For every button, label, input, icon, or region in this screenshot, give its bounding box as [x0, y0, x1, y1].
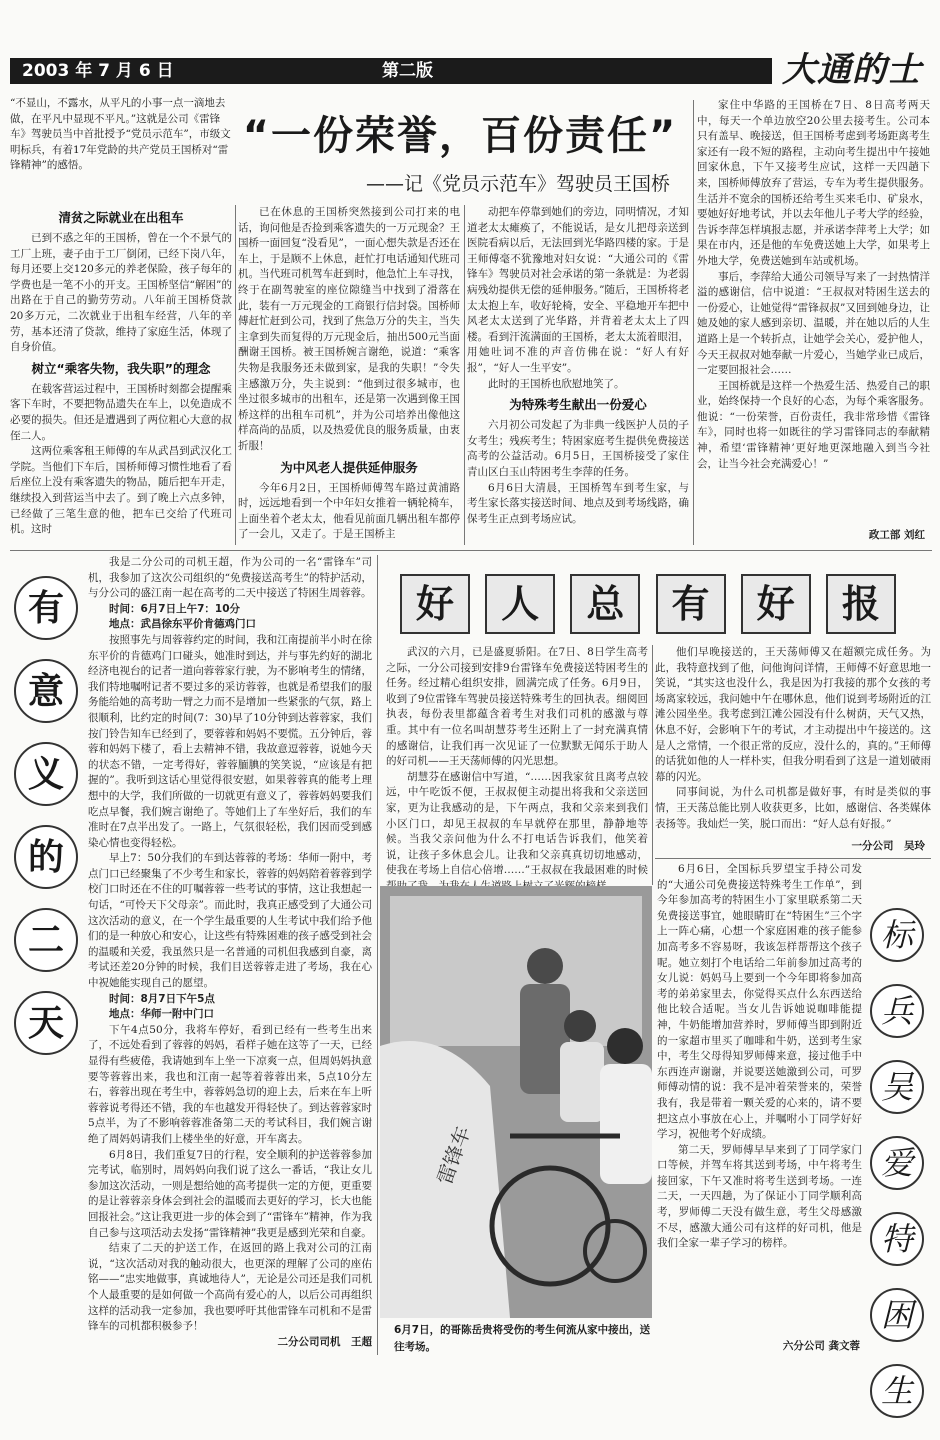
header-bar [10, 58, 772, 84]
page-number: 第二版 [382, 61, 433, 81]
time-place-line: 地点：华师一附中门口 [109, 1008, 214, 1021]
title-character: 好 [400, 574, 470, 634]
section-heading: 为特殊考生献出一份爱心 [509, 397, 647, 413]
paragraph: 家住中华路的王国桥在7日、8日高考两天中，每天一个单边放空20公里去接考生。公司本只有盖早、晚接送，但王国桥考虑到考场距离考生家还有一段不短的路程，主动向考生提出中午接她回家休息，下午又接考生应试，这样一天四趟下来，国桥师傅放弃了营运，专车为考生提供服务。生活并不宽余的国桥还给考生买来毛巾、矿泉水，要她好好地考试，并以去年他儿子考大学的经验，告诉李萍怎样填报志愿，并承诺李萍考上大学；如果在市内，还是他的车免费送她上大学，如果考上外地大学，免费送她到车站或机场。 [697, 99, 930, 267]
title-character: 人 [485, 574, 555, 634]
paragraph: 第二天，罗师傅早早来到了丁同学家门口等候，并驾车将其送到考场，中午将考生接回家，下午又准时将考生送到考场。一连二天，一天四趟，为了保证小丁同学顺利高考，罗师傅二天没有做生意，考生父母感激不尽，感激大通公司有这样的好司机，他是我们全家一辈子学习的榜样。 [657, 1143, 862, 1250]
title-character: 好 [741, 574, 811, 634]
title-character: 有 [14, 576, 78, 640]
paragraph: 下午4点50分，我将车停好，看到已经有一些考生出来了，不远处看到了蓉蓉的妈妈，看样子她在这等了一天，已经显得有些疲倦，我请她到车上坐一下凉爽一点，但周妈妈执意要等蓉蓉出来，我也和江南一起等着蓉蓉出来，5点10分左右，蓉蓉出现在考生中，蓉蓉妈急切的迎上去，后来在车上听蓉蓉说考得还不错，我的车也越发开得轻快了。到达蓉蓉家时5点半，为了不影响蓉蓉准备第二天的考试科目，我们婉言谢绝了周妈妈请我们上楼坐坐的好意，开车离去。 [88, 1023, 372, 1145]
title-character: 困 [870, 1288, 924, 1342]
title-character: 的 [14, 825, 78, 889]
paragraph: 事后，李萍给大通公司领导写来了一封热情洋溢的感谢信，信中说道：“王叔叔对特困生送去的一份爱心，让她觉得“雷锋叔叔”又回到她身边，让她及她的家人感到亲切、温暖，并在她以后的人生道路上是一个转折点，让她学会关心，爱护他人，今天王叔叔对她奉献一片爱心，当她学业已成后，一定要回报社会…… [697, 270, 930, 377]
paragraph: 胡慧芬在感谢信中写道，“……因我家贫且离考点较远，中午吃饭不便，王叔叔便主动提出将我和父亲送回家，更为让我感动的是，下午两点，我和父亲来到我们小区门口，却见王叔叔的车早就停在那里，静静地等候。当我父亲问他为什么不打电话告诉我们，他笑着说，让孩子多休息会儿。让我和父亲真真切切地感动，使我在考场上自信心倍增……”王叔叔在我最困难的时候 [386, 770, 648, 877]
title-character: 天 [14, 991, 78, 1055]
section-heading: 为中风老人提供延伸服务 [280, 459, 418, 475]
paragraph: 王国桥就是这样一个热爱生活、热爱自己的职业，始终保持一个良好的心态，为每个乘客服务。他说：“一份荣誉，百份责任，我非常珍惜《雷锋车》，同时也将一如既往的学习雷锋同志的奉献精神，希望‘雷锋精神’更好地更深地融入到当今社会，让当今社会充满爱心！” [697, 379, 930, 470]
paragraph: 结束了二天的护送工作，在返回的路上我对公司的江南说，“这次活动对我的触动很大，也更深的理解了公司的座佑铭——“忠实地做事，真诚地待人”，无论是公司还是我们司机个人最重要的是如何做一个高尚有爱心的人，以后公司再组织这样的活动我一定参加，我也要呼吁其他雷锋车司机和不是雷锋车的司机都积极参予！ [88, 1242, 372, 1333]
masthead-logo: 大通的士 [782, 50, 922, 90]
section-heading: 清贫之际就业在出租车 [58, 210, 184, 225]
paragraph: 他们早晚接送的，王天荡师傅又在超额完成任务。为此，我特意找到了他，问他询问详情，王师傅不好意思地一笑说，“其实这也没什么，我是因为打我接的那个女孩的考场离家较远，我问她中午在哪休息，他们说到考场附近的江滩公园坐坐。我考虑到江滩公园没有什么树荫，天气又热，休息不好，会影响下午的考试，才主动提出中午接送的。这是人之常情，一个很正常的反应，没什么的，真的。”王师傅的话犹如他的人一样朴实，但我分明看到了这是一道划破雨幕的闪光。 [655, 646, 931, 783]
lead-column-1 [10, 205, 232, 545]
paragraph: 按照事先与周蓉蓉约定的时间，我和江南提前半小时在徐东平价的肯德鸡门口碰头，她准时到达，并与事先约好的湖北经济电视台的记者一道向蓉蓉家行驶，为不影响考生的情绪，我们特地嘱咐记者不要过多的采访蓉蓉，也就是希望我们的服务能给她的高考助一臂之力而不是增加一些紧张的气氛，路上很顺利，比约定的时间(7：30)早了10分钟到达蓉蓉家，我们按门铃告知车已经到了，要蓉蓉和妈妈不要慌。五分钟后，蓉蓉和妈妈下楼了，看上去精神不错，我故意逗蓉蓉，说她今天的状态不错，一定考得好，蓉蓉腼腆的笑笑说，“应该是有把握的”。我听到这话心里觉得很安慰，如果蓉蓉真的能考上理想中的大学，我们所做的一切就更有意义了，蓉蓉妈妈要我们吃点早餐，我们婉言谢绝了。等她们上了车坐好后，我们的车准时在7点半出发了。一路上，气氛很轻松，我们因而受到感染心情也变得轻松。 [88, 633, 372, 849]
title-character: 兵 [870, 984, 924, 1038]
article2-byline: 二分公司司机 王超 [277, 1336, 372, 1348]
article3-column-right [655, 645, 931, 835]
paragraph: 早上7：50分我们的车到达蓉蓉的考场：华师一附中，考点门口已经聚集了不少考生和家长，蓉蓉的妈妈陪着蓉蓉到学校门口时还在不住的叮嘱蓉蓉一些考试的事情，这让我想起一句话，“可怜天下父母亲”。而此时，我真正感受到了大通公司这次活动的意义，在一个学生最重要的人生考试中我们给予他们的是一种放心和安心，让这些有特殊困难的孩子感受到社会的温暖和关爱，我虽然只是一名普通的司机但我感到自豪，离考试还差20分钟的时候，我们目送蓉蓉走进了考场，我在心中祝她能实现自己的愿望。 [88, 852, 372, 990]
title-character: 特 [870, 1212, 924, 1266]
time-place-line: 时间：6月7日上午7：10分 [109, 602, 241, 615]
title-character: 爱 [870, 1136, 924, 1190]
issue-date: 2003 年 7 月 6 日 [22, 61, 174, 81]
paragraph: 已在休息的王国桥突然接到公司打来的电话，询问他是否捡到乘客遗失的一万元现金？王国桥一面回复“没看见”，一面心想失款是否还在车上，于是顾不上休息，赶忙打电话通知代班司机。当代班司机驾车赶到时，他急忙上车寻找，终于在副驾驶室的座位隙缝当中找到了滑落在此，装有一万元现金的工商银行信封袋。国桥师傅赶忙赶到公司，找到了焦急万分的失主，当失主拿到失而复得的万元现金后，抽出500元当面酬谢王国桥。被王国桥婉言谢绝，说道：“乘客失物是我服务还未做到家，是我的失职！”令失主感激万分，失主说到：“他到过很多城市，也坐过很多城市的出租车，还是第一次遇到像王国桥这样的出租车司机”，并为公司培养出像他这样高尚的品质，以及热爱优良的服务质量，由衷折服！ [238, 206, 460, 452]
photo-illustration [380, 886, 652, 1318]
paragraph: 6月6日大清晨，王国桥驾车到考生家，与考生家长落实接送时间、地点及到考场线路，确保考生正点到考场应试。 [467, 481, 689, 525]
title-character: 有 [656, 574, 726, 634]
lead-column-4 [697, 98, 930, 523]
title-character: 二 [14, 908, 78, 972]
lead-subtitle: ——记《党员示范车》驾驶员王国桥 [365, 173, 670, 195]
paragraph: 六月初公司发起了为非典一线医护人员的子女考生；残疾考生；特困家庭考生提供免费接送高考的公益活动。6月5日，王国桥接受了家住青山区白玉山特困考生李萍的任务。 [467, 419, 689, 478]
article4-body [657, 862, 862, 1332]
time-place-line: 时间：8月7日下午5点 [109, 992, 215, 1005]
article4-title [870, 908, 924, 1440]
article4-byline: 六分公司 龚文蓉 [782, 1340, 860, 1352]
article3-banner [400, 568, 896, 640]
paragraph: 此时的王国桥也欣慰地笑了。 [488, 377, 625, 390]
paragraph: 武汉的六月，已是盛夏骄阳。在7日、8日学生高考之际，一分公司接到安排9台雷锋车免费接送特困考生的任务。经过精心组织安排，圆满完成了任务。6月9日，收到了9位雷锋车驾驶员接送特殊考生的回执表。细阅回执表，每份表里都蕴含着考生对我们司机的感激与尊重。其中有一位名叫胡慧芬考生还附上了一封充满真情的感谢信，让我们再一次见证了一位默默无闻乐于助人的好司机——王天荡师傅的闪光思想。 [386, 646, 648, 768]
paragraph: 6月6日，全国标兵罗望宝手持公司发的“大通公司免费接送特殊考生工作单”，到今年参加高考的特困生小丁家里联系第二天免费接送事宜，她眼睛盯在“特困生”三个字上一阵心痛，心想一个家庭困难的孩子能参加高考多不容易呀，我该怎样帮帮这个孩子呢。她立刻打个电话给二年前参加过高考的女儿说：妈妈马上要到一个今年即将参加高考的弟弟家里去，你觉得买点什么东西送给他比较合适呢。当女儿告诉她说咖啡能提神，牛奶能增加营养时，罗师傅当即到附近的一家超市里买了咖啡和牛奶，送到考生家中，考生父母得知罗师傅来意，接过他手中东西连声谢谢，并说要送她激到公司，可罗师傅动情的说：我不是冲着荣誉来的，荣誉我有，我是带着一颗关爱的心来的，请不要把这点小事放在心上，并嘱咐小丁同学好好学习，祝他考个好成绩。 [657, 863, 862, 1141]
paragraph: 我是二分公司的司机王超，作为公司的一名“雷锋车”司机，我参加了这次公司组织的“免费接送高考生”的特护活动，与分公司的盛江南一起在高考的二天中接送了特困生周蓉蓉。 [88, 556, 372, 600]
title-character: 意 [14, 659, 78, 723]
article3-column-left [386, 645, 648, 883]
lead-byline: 政工部 刘红 [868, 529, 925, 541]
lead-intro: “不显山，不露水，从平凡的小事一点一滴地去做，在平凡中显现不平凡。”这就是公司《雷锋车》驾驶员当中首批授予“党员示范车”，市级文明标兵，有着17年党龄的共产党员王国桥对“雷锋精神”的感悟。 [10, 97, 231, 172]
paragraph: 动把车停靠到她们的旁边，同明情况，才知道老太太瘫痪了，不能说话，是女儿把母亲送到医院看病以后，无法回到光华路四楼的家。于是王师傅毫不犹豫地对妇女说：“大通公司的《雷锋车》驾驶员对社会承诺的第一条就是：为老弱病残幼提供无偿的延伸服务。”随后，王国桥将老太太抱上车，收好轮椅，安全、平稳地开车把中风老太太送到了光华路，并背着老太太上了四楼。看到汗流满面的王国桥，老太太流着眼泪，用她吐词不准的声音仿佛在说：“好人有好报”，“好人一生平安”。 [467, 206, 689, 374]
paragraph: 同事间说，为什么司机都是做好事，有时是类似的事情，王天荡总能比别人收获更多，比如，感谢信、各类媒体表扬等。我灿烂一笑，脱口而出：“好人总有好报。” [655, 786, 931, 830]
paragraph: 在载客营运过程中，王国桥时刻都会提醒乘客下车时，不要把物品遗失在车上，以免造成不必要的损失。但还是遭遇到了两位粗心大意的叔侄二人。 [10, 382, 232, 442]
paragraph: 今年6月2日，王国桥师傅驾车路过黄浦路时，远远地看到一个中年妇女推着一辆轮椅车，上面坐着个老太太，他看见前面几辆出租车都停了一会儿，又走了。于是王国桥主 [238, 481, 460, 541]
title-character: 生 [870, 1364, 924, 1418]
paragraph: 这两位乘客租王师傅的车从武昌到武汉化工学院。当他们下车后，国桥师傅习惯性地看了看后座位上没有乘客遗失的物品，随后把车开走，继续投入到营运当中去了。到了晚上六点多钟，已经做了三笔生意的他，把车已交给了代班司机。这时 [10, 445, 232, 536]
article2-body [88, 555, 372, 1333]
title-character: 报 [826, 574, 896, 634]
photo-caption: 6月7日，的哥陈岳贵将受伤的考生何流从家中接出，送往考场。 [394, 1324, 651, 1353]
section-heading: 树立“乘客失物，我失职”的理念 [31, 360, 211, 376]
title-character: 总 [570, 574, 640, 634]
title-character: 吴 [870, 1060, 924, 1114]
lead-column-3 [467, 205, 689, 545]
lead-title: “一份荣誉，百份责任” [242, 113, 678, 159]
paragraph: 已到不惑之年的王国桥，曾在一个不景气的工厂上班，妻子由于工厂倒闭，已经下岗八年，每月还要上交120多元的养老保险，孩子每年的学费也是一笔不小的开支。王国桥坚信“解困”的出路在于自己的勤劳劳动。八年前王国桥贷款20多万元，二次就业于出租车经营，八年的辛劳，基本还清了贷款，维持了家庭生活，体现了自身价值。 [10, 232, 232, 354]
title-character: 义 [14, 742, 78, 806]
paragraph: 6月8日，我们重复7日的行程，安全顺利的护送蓉蓉参加完考试，临别时，周妈妈向我们说了这么一番话，“我让女儿参加这次活动，一则是想给她的高考提供一定的方便，更重要的是让蓉蓉亲身体会到社会的温暖而去更好的学习，长大也能回报社会。”这让我更进一步的体会到了“雷锋车”精神，作为我自己参与这项活动去发扬“雷锋精神”我更是感到光荣和自豪。 [88, 1148, 372, 1239]
lead-column-2 [238, 205, 460, 545]
article2-title [14, 576, 78, 1074]
news-photo [380, 886, 652, 1318]
title-character: 标 [870, 908, 924, 962]
article3-byline: 一分公司 吴玲 [851, 840, 925, 852]
svg-text:雷锋车: 雷锋车 [432, 1123, 476, 1188]
time-place-line: 地点：武昌徐东平价肯德鸡门口 [109, 618, 256, 631]
